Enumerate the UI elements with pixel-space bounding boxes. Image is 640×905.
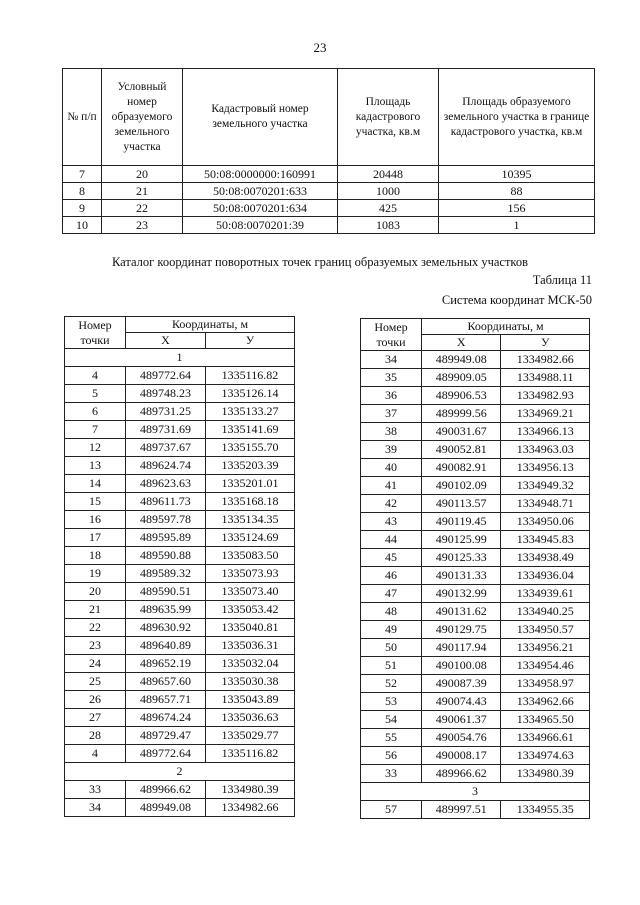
cell-conditional-number: 21 bbox=[102, 183, 183, 200]
catalog-caption: Каталог координат поворотных точек границ образуемых земельных участков bbox=[111, 255, 529, 269]
cell-point-number: 55 bbox=[361, 729, 422, 747]
cell-x: 489635.99 bbox=[126, 601, 206, 619]
cell-point-number: 21 bbox=[65, 601, 126, 619]
cell-x: 490125.99 bbox=[422, 531, 501, 549]
cell-y: 1334974.63 bbox=[501, 747, 590, 765]
cell-x: 490132.99 bbox=[422, 585, 501, 603]
cell-y: 1334939.61 bbox=[501, 585, 590, 603]
cell-x: 489737.67 bbox=[126, 439, 206, 457]
cell-y: 1335126.14 bbox=[205, 385, 294, 403]
header-coordinates: Координаты, м bbox=[422, 319, 590, 335]
cell-x: 490102.09 bbox=[422, 477, 501, 495]
cell-point-number: 34 bbox=[65, 799, 126, 817]
cell-point-number: 16 bbox=[65, 511, 126, 529]
cell-y: 1334982.93 bbox=[501, 387, 590, 405]
table-row bbox=[65, 457, 295, 475]
coordinates-table-right-body bbox=[361, 351, 590, 819]
cell-x: 489731.69 bbox=[126, 421, 206, 439]
group-label: 2 bbox=[65, 763, 295, 781]
cell-y: 1334956.21 bbox=[501, 639, 590, 657]
cell-x: 489949.08 bbox=[126, 799, 206, 817]
table-row bbox=[65, 709, 295, 727]
cell-cadastral-area: 1083 bbox=[338, 217, 439, 234]
cell-point-number: 36 bbox=[361, 387, 422, 405]
plots-table-body bbox=[63, 166, 595, 234]
table-row bbox=[65, 421, 295, 439]
cell-y: 1334956.13 bbox=[501, 459, 590, 477]
cell-y: 1335083.50 bbox=[205, 547, 294, 565]
table-row bbox=[63, 200, 595, 217]
table-row bbox=[63, 217, 595, 234]
cell-y: 1334988.11 bbox=[501, 369, 590, 387]
cell-x: 490100.08 bbox=[422, 657, 501, 675]
header-point-number: Номер точки bbox=[361, 319, 422, 351]
cell-y: 1334969.21 bbox=[501, 405, 590, 423]
header-x: Х bbox=[422, 335, 501, 351]
table-row bbox=[65, 691, 295, 709]
cell-y: 1334948.71 bbox=[501, 495, 590, 513]
header-formed-area: Площадь образуемого земельного участка в границе кадастрового участка, кв.м bbox=[439, 69, 595, 166]
cell-point-number: 25 bbox=[65, 673, 126, 691]
cell-point-number: 33 bbox=[361, 765, 422, 783]
plots-table-header bbox=[63, 69, 595, 166]
cell-point-number: 47 bbox=[361, 585, 422, 603]
cell-y: 1334958.97 bbox=[501, 675, 590, 693]
cell-x: 490113.57 bbox=[422, 495, 501, 513]
cell-point-number: 13 bbox=[65, 457, 126, 475]
cell-x: 489906.53 bbox=[422, 387, 501, 405]
cell-point-number: 50 bbox=[361, 639, 422, 657]
cell-x: 490008.17 bbox=[422, 747, 501, 765]
cell-point-number: 27 bbox=[65, 709, 126, 727]
cell-x: 489595.89 bbox=[126, 529, 206, 547]
cell-point-number: 49 bbox=[361, 621, 422, 639]
cell-index: 8 bbox=[63, 183, 102, 200]
cell-point-number: 18 bbox=[65, 547, 126, 565]
header-coordinates: Координаты, м bbox=[126, 317, 295, 333]
table-row bbox=[65, 367, 295, 385]
cell-y: 1335043.89 bbox=[205, 691, 294, 709]
table-row bbox=[65, 403, 295, 421]
header-y: У bbox=[205, 333, 294, 349]
cell-y: 1334965.50 bbox=[501, 711, 590, 729]
cell-point-number: 5 bbox=[65, 385, 126, 403]
cell-y: 1334938.49 bbox=[501, 549, 590, 567]
table-row bbox=[361, 765, 590, 783]
cell-x: 490125.33 bbox=[422, 549, 501, 567]
cell-point-number: 6 bbox=[65, 403, 126, 421]
cell-y: 1334982.66 bbox=[501, 351, 590, 369]
cell-y: 1335040.81 bbox=[205, 619, 294, 637]
table-row bbox=[361, 387, 590, 405]
header-index: № п/п bbox=[63, 69, 102, 166]
cell-point-number: 26 bbox=[65, 691, 126, 709]
cell-point-number: 22 bbox=[65, 619, 126, 637]
cell-x: 490074.43 bbox=[422, 693, 501, 711]
cell-point-number: 15 bbox=[65, 493, 126, 511]
cell-point-number: 43 bbox=[361, 513, 422, 531]
cell-y: 1334962.66 bbox=[501, 693, 590, 711]
table-row bbox=[65, 529, 295, 547]
cell-formed-area: 156 bbox=[439, 200, 595, 217]
cell-point-number: 12 bbox=[65, 439, 126, 457]
cell-point-number: 33 bbox=[65, 781, 126, 799]
table-row bbox=[361, 495, 590, 513]
cell-x: 490119.45 bbox=[422, 513, 501, 531]
group-label: 3 bbox=[361, 783, 590, 801]
cell-y: 1334963.03 bbox=[501, 441, 590, 459]
cell-cadastral-number: 50:08:0000000:160991 bbox=[183, 166, 338, 183]
cell-y: 1334980.39 bbox=[205, 781, 294, 799]
table-row bbox=[361, 369, 590, 387]
coordinates-table-left-body bbox=[65, 349, 295, 817]
cell-y: 1335053.42 bbox=[205, 601, 294, 619]
cell-x: 490052.81 bbox=[422, 441, 501, 459]
cell-point-number: 28 bbox=[65, 727, 126, 745]
header-conditional-number: Условный номер образуемого земельного участка bbox=[102, 69, 183, 166]
table-row bbox=[65, 511, 295, 529]
cell-index: 7 bbox=[63, 166, 102, 183]
cell-y: 1334982.66 bbox=[205, 799, 294, 817]
cell-point-number: 54 bbox=[361, 711, 422, 729]
table-row bbox=[65, 475, 295, 493]
table-row bbox=[63, 183, 595, 200]
cell-y: 1335203.39 bbox=[205, 457, 294, 475]
table-row bbox=[65, 745, 295, 763]
cell-x: 489589.32 bbox=[126, 565, 206, 583]
cell-y: 1334966.13 bbox=[501, 423, 590, 441]
table-row bbox=[65, 655, 295, 673]
cell-point-number: 56 bbox=[361, 747, 422, 765]
cell-y: 1334945.83 bbox=[501, 531, 590, 549]
table-row bbox=[65, 673, 295, 691]
cell-point-number: 38 bbox=[361, 423, 422, 441]
cell-formed-area: 88 bbox=[439, 183, 595, 200]
cell-point-number: 37 bbox=[361, 405, 422, 423]
cell-index: 9 bbox=[63, 200, 102, 217]
cell-y: 1335036.63 bbox=[205, 709, 294, 727]
cell-x: 490131.33 bbox=[422, 567, 501, 585]
cell-x: 489772.64 bbox=[126, 745, 206, 763]
table-row bbox=[65, 493, 295, 511]
cell-x: 489590.51 bbox=[126, 583, 206, 601]
table-row bbox=[65, 619, 295, 637]
table-row bbox=[65, 439, 295, 457]
cell-cadastral-number: 50:08:0070201:634 bbox=[183, 200, 338, 217]
table-row bbox=[361, 621, 590, 639]
table-row bbox=[65, 601, 295, 619]
cell-y: 1334949.32 bbox=[501, 477, 590, 495]
table-row bbox=[361, 351, 590, 369]
table-row bbox=[361, 603, 590, 621]
table-row bbox=[361, 693, 590, 711]
cell-conditional-number: 23 bbox=[102, 217, 183, 234]
cell-x: 489652.19 bbox=[126, 655, 206, 673]
table-row bbox=[65, 385, 295, 403]
cell-x: 489630.92 bbox=[126, 619, 206, 637]
cell-x: 489731.25 bbox=[126, 403, 206, 421]
cell-conditional-number: 22 bbox=[102, 200, 183, 217]
cell-x: 489590.88 bbox=[126, 547, 206, 565]
table-row bbox=[65, 583, 295, 601]
table-row bbox=[361, 729, 590, 747]
cell-x: 489729.47 bbox=[126, 727, 206, 745]
cell-x: 490031.67 bbox=[422, 423, 501, 441]
cell-y: 1335030.38 bbox=[205, 673, 294, 691]
cell-formed-area: 10395 bbox=[439, 166, 595, 183]
cell-y: 1335029.77 bbox=[205, 727, 294, 745]
cell-x: 489966.62 bbox=[422, 765, 501, 783]
cell-y: 1335168.18 bbox=[205, 493, 294, 511]
cell-x: 489674.24 bbox=[126, 709, 206, 727]
header-point-number: Номер точки bbox=[65, 317, 126, 349]
cell-x: 489611.73 bbox=[126, 493, 206, 511]
cell-cadastral-number: 50:08:0070201:39 bbox=[183, 217, 338, 234]
group-row bbox=[65, 763, 295, 781]
table-row bbox=[65, 781, 295, 799]
cell-y: 1335073.40 bbox=[205, 583, 294, 601]
cell-point-number: 17 bbox=[65, 529, 126, 547]
cell-y: 1335155.70 bbox=[205, 439, 294, 457]
cell-point-number: 51 bbox=[361, 657, 422, 675]
cell-y: 1334936.04 bbox=[501, 567, 590, 585]
cell-cadastral-number: 50:08:0070201:633 bbox=[183, 183, 338, 200]
cell-point-number: 52 bbox=[361, 675, 422, 693]
cell-x: 490117.94 bbox=[422, 639, 501, 657]
cell-x: 489623.63 bbox=[126, 475, 206, 493]
cell-point-number: 4 bbox=[65, 745, 126, 763]
cell-x: 489657.60 bbox=[126, 673, 206, 691]
table-row bbox=[65, 727, 295, 745]
table-row bbox=[63, 166, 595, 183]
cell-y: 1334950.06 bbox=[501, 513, 590, 531]
group-row bbox=[65, 349, 295, 367]
group-label: 1 bbox=[65, 349, 295, 367]
cell-x: 489999.56 bbox=[422, 405, 501, 423]
cell-y: 1335036.31 bbox=[205, 637, 294, 655]
cell-point-number: 44 bbox=[361, 531, 422, 549]
header-y: У bbox=[501, 335, 590, 351]
table-row bbox=[361, 405, 590, 423]
cell-x: 489657.71 bbox=[126, 691, 206, 709]
cell-y: 1335141.69 bbox=[205, 421, 294, 439]
table-row bbox=[361, 747, 590, 765]
cell-cadastral-area: 425 bbox=[338, 200, 439, 217]
cell-y: 1335201.01 bbox=[205, 475, 294, 493]
cell-point-number: 39 bbox=[361, 441, 422, 459]
cell-point-number: 57 bbox=[361, 801, 422, 819]
cell-point-number: 7 bbox=[65, 421, 126, 439]
cell-formed-area: 1 bbox=[439, 217, 595, 234]
cell-point-number: 42 bbox=[361, 495, 422, 513]
table-row bbox=[361, 675, 590, 693]
cell-point-number: 45 bbox=[361, 549, 422, 567]
cell-x: 489949.08 bbox=[422, 351, 501, 369]
table-row bbox=[361, 441, 590, 459]
cell-y: 1334980.39 bbox=[501, 765, 590, 783]
table-row bbox=[361, 639, 590, 657]
cell-index: 10 bbox=[63, 217, 102, 234]
header-cadastral-area: Площадь кадастрового участка, кв.м bbox=[338, 69, 439, 166]
table-row bbox=[361, 801, 590, 819]
table-row bbox=[361, 585, 590, 603]
cell-cadastral-area: 1000 bbox=[338, 183, 439, 200]
cell-x: 489772.64 bbox=[126, 367, 206, 385]
table-row bbox=[361, 459, 590, 477]
table-row bbox=[361, 513, 590, 531]
cell-cadastral-area: 20448 bbox=[338, 166, 439, 183]
cell-x: 489624.74 bbox=[126, 457, 206, 475]
table-row bbox=[361, 549, 590, 567]
table-row bbox=[361, 711, 590, 729]
cell-y: 1334966.61 bbox=[501, 729, 590, 747]
table-row bbox=[361, 531, 590, 549]
table-row bbox=[361, 477, 590, 495]
cell-y: 1334950.57 bbox=[501, 621, 590, 639]
cell-x: 490054.76 bbox=[422, 729, 501, 747]
cell-x: 490082.91 bbox=[422, 459, 501, 477]
header-cadastral-number: Кадастровый номер земельного участка bbox=[183, 69, 338, 166]
cell-y: 1334940.25 bbox=[501, 603, 590, 621]
cell-point-number: 19 bbox=[65, 565, 126, 583]
cell-x: 490131.62 bbox=[422, 603, 501, 621]
cell-conditional-number: 20 bbox=[102, 166, 183, 183]
table-row bbox=[65, 565, 295, 583]
coordinate-system: Система координат МСК-50 bbox=[441, 293, 592, 307]
header-x: Х bbox=[126, 333, 206, 349]
cell-x: 490087.39 bbox=[422, 675, 501, 693]
cell-y: 1335116.82 bbox=[205, 367, 294, 385]
cell-y: 1335133.27 bbox=[205, 403, 294, 421]
cell-x: 490061.37 bbox=[422, 711, 501, 729]
cell-point-number: 4 bbox=[65, 367, 126, 385]
cell-y: 1334955.35 bbox=[501, 801, 590, 819]
plots-table bbox=[62, 68, 595, 234]
cell-point-number: 34 bbox=[361, 351, 422, 369]
cell-point-number: 23 bbox=[65, 637, 126, 655]
cell-x: 489966.62 bbox=[126, 781, 206, 799]
cell-point-number: 40 bbox=[361, 459, 422, 477]
cell-y: 1335124.69 bbox=[205, 529, 294, 547]
table-row bbox=[361, 567, 590, 585]
cell-x: 489909.05 bbox=[422, 369, 501, 387]
cell-x: 489640.89 bbox=[126, 637, 206, 655]
cell-y: 1334954.46 bbox=[501, 657, 590, 675]
cell-point-number: 24 bbox=[65, 655, 126, 673]
cell-point-number: 53 bbox=[361, 693, 422, 711]
coordinates-table-left bbox=[64, 316, 295, 817]
table-row bbox=[65, 637, 295, 655]
table-row bbox=[361, 423, 590, 441]
cell-point-number: 20 bbox=[65, 583, 126, 601]
cell-x: 489597.78 bbox=[126, 511, 206, 529]
cell-point-number: 48 bbox=[361, 603, 422, 621]
coordinates-table-right bbox=[360, 318, 590, 819]
cell-y: 1335116.82 bbox=[205, 745, 294, 763]
page-number: 23 bbox=[313, 40, 327, 55]
cell-y: 1335134.35 bbox=[205, 511, 294, 529]
cell-x: 490129.75 bbox=[422, 621, 501, 639]
cell-point-number: 35 bbox=[361, 369, 422, 387]
cell-y: 1335032.04 bbox=[205, 655, 294, 673]
cell-point-number: 46 bbox=[361, 567, 422, 585]
cell-x: 489748.23 bbox=[126, 385, 206, 403]
table-number: Таблица 11 bbox=[532, 273, 592, 287]
table-row bbox=[65, 547, 295, 565]
cell-point-number: 14 bbox=[65, 475, 126, 493]
table-row bbox=[361, 657, 590, 675]
table-row bbox=[65, 799, 295, 817]
group-row bbox=[361, 783, 590, 801]
cell-y: 1335073.93 bbox=[205, 565, 294, 583]
cell-point-number: 41 bbox=[361, 477, 422, 495]
cell-x: 489997.51 bbox=[422, 801, 501, 819]
